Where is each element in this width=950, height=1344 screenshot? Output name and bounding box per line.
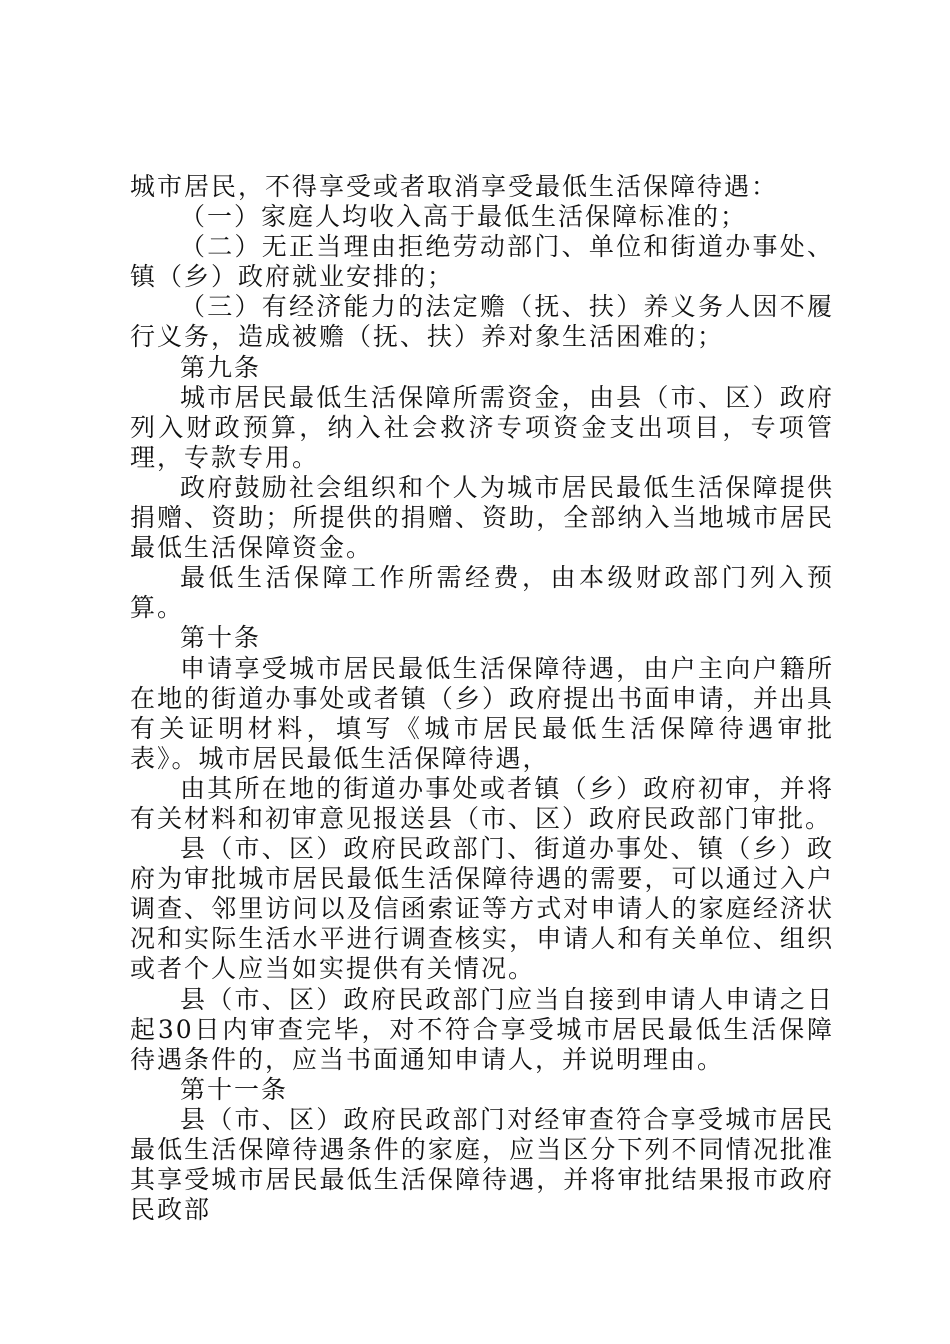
article-heading: 第九条 bbox=[180, 352, 262, 382]
list-item: （一）家庭人均收入高于最低生活保障标准的； bbox=[180, 202, 748, 232]
paragraph: 城市居民最低生活保障所需资金，由县（市、区）政府列入财政预算，纳入社会救济专项资金支出项目，专项管理，专款专用。 bbox=[130, 382, 834, 472]
list-item: （二）无正当理由拒绝劳动部门、单位和街道办事处、镇（乡）政府就业安排的； bbox=[130, 232, 834, 292]
article-heading: 第十一条 bbox=[180, 1074, 289, 1104]
paragraph: 县（市、区）政府民政部门、街道办事处、镇（乡）政府为审批城市居民最低生活保障待遇的需要，可以通过入户调查、邻里访问以及信函索证等方式对申请人的家庭经济状况和实际生活水平进行调查核实，申请人和有关单位、组织或者个人应当如实提供有关情况。 bbox=[130, 834, 834, 984]
list-item: （三）有经济能力的法定赡（抚、扶）养义务人因不履行义务，造成被赡（抚、扶）养对象生活困难的； bbox=[130, 292, 834, 352]
paragraph: 政府鼓励社会组织和个人为城市居民最低生活保障提供捐赠、资助；所提供的捐赠、资助，全部纳入当地城市居民最低生活保障资金。 bbox=[130, 472, 834, 563]
document-page bbox=[130, 172, 834, 1225]
article-heading: 第十条 bbox=[180, 623, 262, 653]
paragraph: 最低生活保障工作所需经费，由本级财政部门列入预算。 bbox=[130, 563, 834, 623]
paragraph: 申请享受城市居民最低生活保障待遇，由户主向户籍所在地的街道办事处或者镇（乡）政府提出书面申请，并出具有关证明材料，填写《城市居民最低生活保障待遇审批表》。城市居民最低生活保障待遇， bbox=[130, 653, 834, 773]
paragraph: 县（市、区）政府民政部门对经审查符合享受城市居民最低生活保障待遇条件的家庭，应当区分下列不同情况批准其享受城市居民最低生活保障待遇，并将审批结果报市政府民政部 bbox=[130, 1104, 834, 1225]
paragraph: 由其所在地的街道办事处或者镇（乡）政府初审，并将有关材料和初审意见报送县（市、区）政府民政部门审批。 bbox=[130, 773, 834, 833]
paragraph: 县（市、区）政府民政部门应当自接到申请人申请之日起30日内审查完毕，对不符合享受城市居民最低生活保障待遇条件的，应当书面通知申请人，并说明理由。 bbox=[130, 984, 834, 1074]
paragraph: 城市居民，不得享受或者取消享受最低生活保障待遇： bbox=[130, 172, 779, 201]
